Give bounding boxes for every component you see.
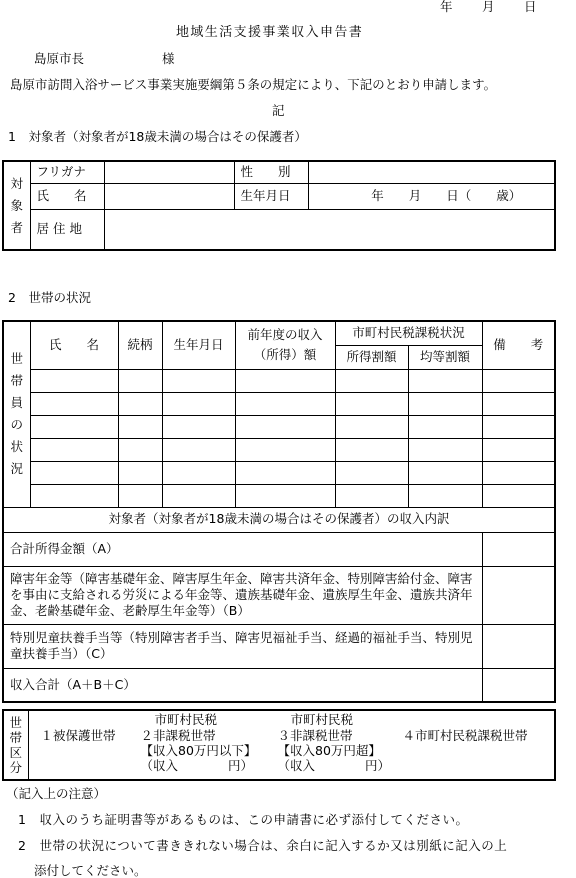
member-row (3, 461, 555, 484)
income-total-label: 収入合計（A＋B＋C） (3, 668, 482, 702)
member-tax-income-field[interactable] (335, 392, 408, 415)
option2-amount[interactable]: （収入 円） (140, 758, 254, 773)
member-tax-income-field[interactable] (335, 438, 408, 461)
member-income-field[interactable] (235, 369, 335, 392)
member-relation-field[interactable] (118, 484, 162, 507)
member-income-field[interactable] (235, 392, 335, 415)
member-tax-equal-field[interactable] (408, 369, 482, 392)
col-name: 氏 名 (30, 321, 118, 369)
option2-condition: 【収入80万円以下】 (140, 743, 257, 758)
member-tax-income-field[interactable] (335, 484, 408, 507)
option-protected-household[interactable]: １被保護世帯 (40, 728, 116, 743)
ki-mark: 記 (272, 103, 285, 118)
notes-heading: （記入上の注意） (6, 786, 107, 801)
member-name-field[interactable] (30, 392, 118, 415)
honorific: 様 (162, 51, 175, 66)
member-relation-field[interactable] (118, 461, 162, 484)
applicant-side-label: 対 象 者 (3, 161, 30, 250)
address-label: 居 住 地 (30, 209, 104, 250)
furigana-field[interactable] (104, 161, 234, 183)
household-class-side-label: 世 帯 区 分 (3, 710, 28, 780)
member-tax-equal-field[interactable] (408, 438, 482, 461)
member-tax-equal-field[interactable] (408, 392, 482, 415)
note-2-cont: 添付してください。 (34, 863, 147, 878)
member-name-field[interactable] (30, 484, 118, 507)
option2-top: 市町村民税 (154, 712, 218, 727)
member-tax-income-field[interactable] (335, 415, 408, 438)
option-nontaxable-over-800k[interactable]: ３非課税世帯 (277, 728, 353, 743)
option3-top: 市町村民税 (290, 712, 354, 727)
member-income-field[interactable] (235, 415, 335, 438)
income-b-field[interactable] (482, 566, 555, 624)
address-field[interactable] (104, 209, 555, 250)
page-title: 地域生活支援事業収入申告書 (176, 25, 364, 40)
applicant-table (2, 160, 556, 251)
col-tax: 市町村民税課税状況 (335, 321, 482, 345)
member-income-field[interactable] (235, 438, 335, 461)
option3-amount[interactable]: （収入 円） (277, 758, 391, 773)
member-dob-field[interactable] (162, 369, 235, 392)
dob-label: 生年月日 (234, 183, 308, 209)
member-tax-income-field[interactable] (335, 461, 408, 484)
member-dob-field[interactable] (162, 392, 235, 415)
col-tax-equal: 均等割額 (408, 345, 482, 369)
member-income-field[interactable] (235, 461, 335, 484)
member-name-field[interactable] (30, 415, 118, 438)
member-row (3, 415, 555, 438)
member-row (3, 392, 555, 415)
member-relation-field[interactable] (118, 438, 162, 461)
member-dob-field[interactable] (162, 484, 235, 507)
member-remarks-field[interactable] (482, 484, 555, 507)
sex-field[interactable] (308, 161, 555, 183)
dob-field[interactable]: 年 月 日（ 歳） (308, 183, 555, 209)
option3-condition: 【収入80万円超】 (277, 743, 381, 758)
addressee: 島原市長 (34, 51, 85, 66)
household-class-options (28, 710, 555, 780)
income-a-field[interactable] (482, 532, 555, 566)
intro-text: 島原市訪問入浴サービス事業実施要綱第５条の規定により、下記のとおり申請します。 (10, 77, 497, 92)
member-tax-equal-field[interactable] (408, 461, 482, 484)
member-relation-field[interactable] (118, 415, 162, 438)
option-taxable-household[interactable]: ４市町村民税課税世帯 (402, 728, 528, 743)
member-relation-field[interactable] (118, 392, 162, 415)
member-tax-income-field[interactable] (335, 369, 408, 392)
name-label: 氏 名 (30, 183, 104, 209)
col-dob: 生年月日 (162, 321, 235, 369)
member-row (3, 369, 555, 392)
member-dob-field[interactable] (162, 461, 235, 484)
member-relation-field[interactable] (118, 369, 162, 392)
income-c-label: 特別児童扶養手当等（特別障害者手当、障害児福祉手当、経過的福祉手当、特別児童扶養手当）（C） (3, 624, 482, 668)
member-remarks-field[interactable] (482, 392, 555, 415)
furigana-label: フリガナ (30, 161, 104, 183)
member-remarks-field[interactable] (482, 415, 555, 438)
member-dob-field[interactable] (162, 415, 235, 438)
member-remarks-field[interactable] (482, 438, 555, 461)
note-1: 1 収入のうち証明書等があるものは、この申請書に必ず添付してください。 (18, 812, 469, 827)
section1-heading: 1 対象者（対象者が18歳未満の場合はその保護者） (8, 129, 307, 144)
col-tax-income: 所得割額 (335, 345, 408, 369)
col-remarks: 備 考 (482, 321, 555, 369)
member-income-field[interactable] (235, 484, 335, 507)
date-month: 月 (482, 0, 495, 14)
member-name-field[interactable] (30, 369, 118, 392)
member-name-field[interactable] (30, 461, 118, 484)
household-class-table (2, 709, 556, 781)
member-remarks-field[interactable] (482, 461, 555, 484)
col-relation: 続柄 (118, 321, 162, 369)
member-row (3, 484, 555, 507)
member-dob-field[interactable] (162, 438, 235, 461)
household-side-label: 世 帯 員 の 状 況 (3, 321, 30, 507)
note-2: 2 世帯の状況について書ききれない場合は、余白に記入するか又は別紙に記入の上 (18, 838, 508, 853)
income-b-label: 障害年金等（障害基礎年金、障害厚生年金、障害共済年金、特別障害給付金、障害を事由に支給される労災による年金等、遺族基礎年金、遺族厚生年金、遺族共済年金、老齢基礎年金、老齢厚生年金等）（B） (3, 566, 482, 624)
option-nontaxable-under-800k[interactable]: ２非課税世帯 (140, 728, 216, 743)
member-remarks-field[interactable] (482, 369, 555, 392)
sex-label: 性 別 (234, 161, 308, 183)
date-year: 年 (440, 0, 453, 14)
member-tax-equal-field[interactable] (408, 415, 482, 438)
date-day: 日 (524, 0, 537, 14)
income-c-field[interactable] (482, 624, 555, 668)
name-field[interactable] (104, 183, 234, 209)
member-row (3, 438, 555, 461)
section2-heading: 2 世帯の状況 (8, 290, 91, 305)
household-table (2, 320, 556, 703)
income-breakdown-header: 対象者（対象者が18歳未満の場合はその保護者）の収入内訳 (3, 507, 555, 532)
income-a-label: 合計所得金額（A） (3, 532, 482, 566)
member-tax-equal-field[interactable] (408, 484, 482, 507)
member-name-field[interactable] (30, 438, 118, 461)
income-total-field[interactable] (482, 668, 555, 702)
col-income: 前年度の収入 （所得）額 (235, 321, 335, 369)
